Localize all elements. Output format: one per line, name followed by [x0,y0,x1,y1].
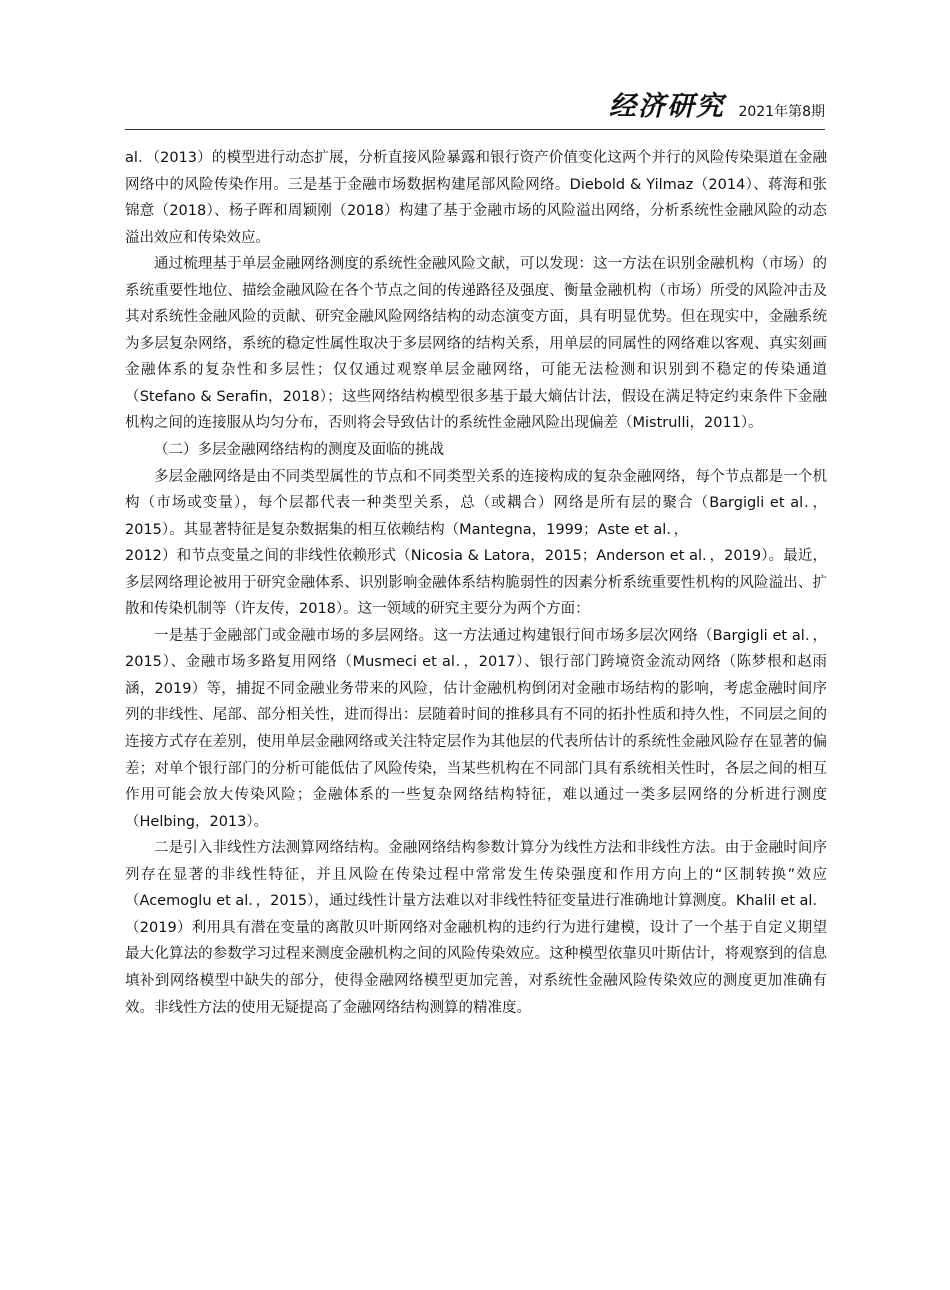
section-heading: （二）多层金融网络结构的测度及面临的挑战 [154,442,444,459]
journal-title: 经济研究 [609,91,725,122]
paragraph: al．（2013）的模型进行动态扩展，分析直接风险暴露和银行资产价值变化这两个并行的风险传染渠道在金融网络中的风险传染作用。三是基于金融市场数据构建尾部风险网络。Diebold & Yilmaz（2014）、蒋海和张锦意（2018）、杨子晖和周颖刚（2018）构建了基于金融市场的风险溢出网络，分析系统性金融风险的动态溢出效应和传染效应。 [125,150,827,246]
page-header [125,92,825,128]
paragraph: 一是基于金融部门或金融市场的多层网络。这一方法通过构建银行间市场多层次网络（Bargigli et al．，2015）、金融市场多路复用网络（Musmeci et al．，2017）、银行部门跨境资金流动网络（陈梦根和赵雨涵，2019）等，捕捉不同金融业务带来的风险，估计金融机构倒闭对金融市场结构的影响，考虑金融时间序列的非线性、尾部、部分相关性，进而得出：层随着时间的推移具有不同的拓扑性质和持久性，不同层之间的连接方式存在差别，使用单层金融网络或关注特定层作为其他层的代表所估计的系统性金融风险存在显著的偏差；对单个银行部门的分析可能低估了风险传染，当某些机构在不同部门具有系统相关性时，各层之间的相互作用可能会放大传染风险；金融体系的一些复杂网络结构特征，难以通过一类多层网络的分析进行测度（Helbing，2013）。 [125,627,827,830]
paragraph: 2012）和节点变量之间的非线性依赖形式（Nicosia & Latora，2015；Anderson et al．，2019）。最近，多层网络理论被用于研究金融体系、识别影响金融体系结构脆弱性的因素分析系统重要性机构的风险溢出、扩散和传染机制等（许友传，2018）。这一领域的研究主要分为两个方面： [125,548,827,618]
paragraph: 通过梳理基于单层金融网络测度的系统性金融风险文献，可以发现：这一方法在识别金融机构（市场）的系统重要性地位、描绘金融风险在各个节点之间的传递路径及强度、衡量金融机构（市场）所受的风险冲击及其对系统性金融风险的贡献、研究金融风险网络结构的动态演变方面，具有明显优势。但在现实中，金融系统为多层复杂网络，系统的稳定性属性取决于多层网络的结构关系，用单层的同属性的网络难以客观、真实刻画金融体系的复杂性和多层性；仅仅通过观察单层金融网络，可能无法检测和识别到不稳定的传染通道（Stefano & Serafin，2018）；这些网络结构模型很多基于最大熵估计法，假设在满足特定约束条件下金融机构之间的连接服从均匀分布，否则将会导致估计的系统性金融风险出现偏差（Mistrulli，2011）。 [125,256,827,432]
paragraph: 多层金融网络是由不同类型属性的节点和不同类型关系的连接构成的复杂金融网络，每个节点都是一个机构（市场或变量），每个层都代表一种类型关系，总（或耦合）网络是所有层的聚合（Bargigli et al．，2015）。其显著特征是复杂数据集的相互依赖结构（Mantegna，1999；Aste et al．， [125,468,827,538]
header-divider [125,129,825,130]
issue-label: 2021年第8期 [738,104,825,120]
paragraph: 二是引入非线性方法测算网络结构。金融网络结构参数计算分为线性方法和非线性方法。由于金融时间序列存在显著的非线性特征，并且风险在传染过程中常常发生传染强度和作用方向上的“区制转换”效应（Acemoglu et al．，2015），通过线性计量方法难以对非线性特征变量进行准确地计算测度。Khalil et al．（2019）利用具有潜在变量的离散贝叶斯网络对金融机构的违约行为进行建模，设计了一个基于自定义期望最大化算法的参数学习过程来测度金融机构之间的风险传染效应。这种模型依靠贝叶斯估计，将观察到的信息填补到网络模型中缺失的部分，使得金融网络模型更加完善，对系统性金融风险传染效应的测度更加准确有效。非线性方法的使用无疑提高了金融网络结构测算的精准度。 [125,840,827,1016]
article-body [125,145,827,1021]
